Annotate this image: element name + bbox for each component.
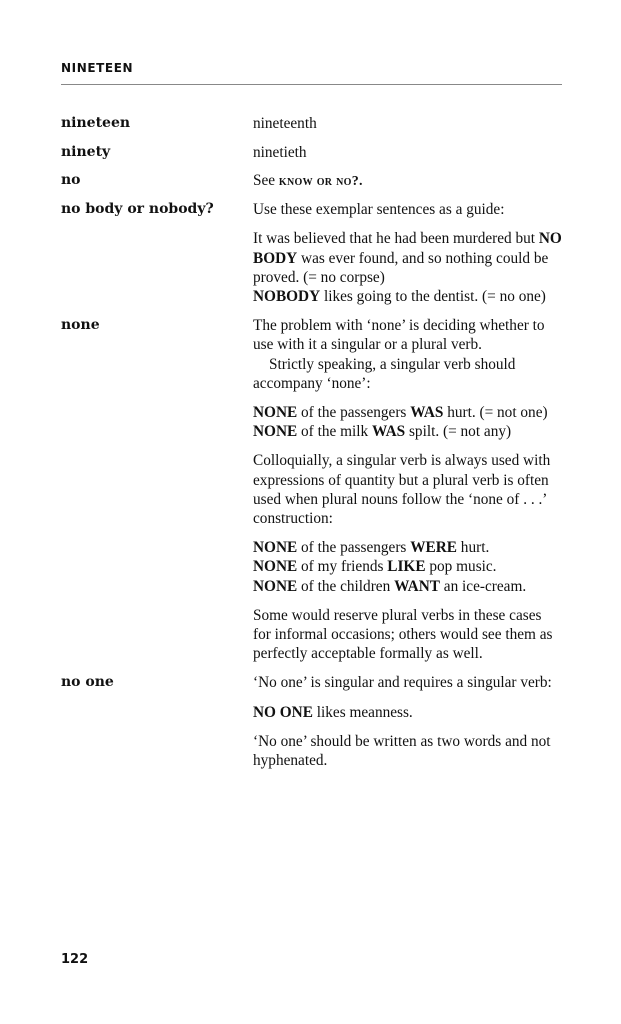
definition — [253, 673, 563, 770]
definition — [253, 143, 563, 163]
see-reference: know or no?. — [278, 174, 363, 189]
definition — [253, 200, 563, 306]
example-sentence: It was believed that he had been murdered but NO BODY was ever found, and so nothing could be proved. (= no corpse) — [253, 230, 562, 286]
emphasis: NONE — [253, 539, 298, 557]
example-sentence: NONE of the children WANT an ice-cream. — [253, 577, 527, 595]
definition — [253, 316, 563, 663]
emphasis: NONE — [253, 558, 298, 576]
emphasis: NO BODY — [253, 230, 562, 267]
emphasis: LIKE — [387, 558, 426, 576]
emphasis: NONE — [253, 423, 298, 441]
example-sentence: NONE of my friends LIKE pop music. — [253, 558, 497, 576]
definition-text: Some would reserve plural verbs in these cases for informal occasions; others would see them as perfectly acceptable formally as well. — [253, 606, 553, 663]
definition-text: Use these exemplar sentences as a guide: — [253, 201, 505, 219]
definition-text: ninetieth — [253, 143, 307, 161]
example-sentence: NONE of the passengers WAS hurt. (= not one) — [253, 404, 548, 422]
entry-list — [61, 114, 563, 770]
entry-no-body-or-nobody — [61, 200, 563, 306]
running-head: NINETEEN — [61, 61, 134, 75]
emphasis: WAS — [372, 423, 406, 441]
definition-text: Strictly speaking, a singular verb should accompany ‘none’: — [253, 355, 516, 392]
example-sentence: NO ONE likes meanness. — [253, 703, 413, 721]
example-sentence: NONE of the passengers WERE hurt. — [253, 539, 490, 557]
definition — [253, 171, 563, 191]
emphasis: NONE — [253, 404, 298, 422]
example-sentence: NOBODY likes going to the dentist. (= no one) — [253, 288, 546, 306]
definition-text: ‘No one’ is singular and requires a singular verb: — [253, 674, 552, 692]
definition-text: The problem with ‘none’ is deciding whether to use with it a singular or a plural verb. — [253, 317, 545, 354]
entry-no — [61, 171, 563, 191]
example-sentence: NONE of the milk WAS spilt. (= not any) — [253, 423, 512, 441]
emphasis: NOBODY — [253, 288, 321, 306]
emphasis: NONE — [253, 577, 298, 595]
definition-text: Colloquially, a singular verb is always used with expressions of quantity but a plural verb is often used when plural nouns follow the ‘none of . . .’ construction: — [253, 452, 551, 528]
entry-ninety — [61, 143, 563, 163]
emphasis: NO ONE — [253, 703, 313, 721]
headword: nineteen — [61, 115, 131, 131]
header-rule — [61, 84, 562, 85]
see-label: See — [253, 172, 279, 189]
definition — [253, 114, 563, 134]
headword: no body or nobody? — [61, 201, 214, 218]
entry-nineteen — [61, 114, 563, 134]
emphasis: WERE — [410, 539, 457, 557]
headword: no — [61, 172, 81, 188]
headword: ninety — [61, 143, 111, 160]
cross-reference — [253, 171, 563, 191]
headword: no one — [61, 674, 114, 691]
headword: none — [61, 317, 100, 334]
entry-no-one — [61, 673, 563, 770]
page-number: 122 — [61, 952, 89, 967]
emphasis: WANT — [394, 577, 440, 595]
entry-none — [61, 316, 563, 663]
definition-text: nineteenth — [253, 115, 317, 132]
emphasis: WAS — [410, 404, 444, 422]
definition-text: ‘No one’ should be written as two words and not hyphenated. — [253, 732, 551, 770]
